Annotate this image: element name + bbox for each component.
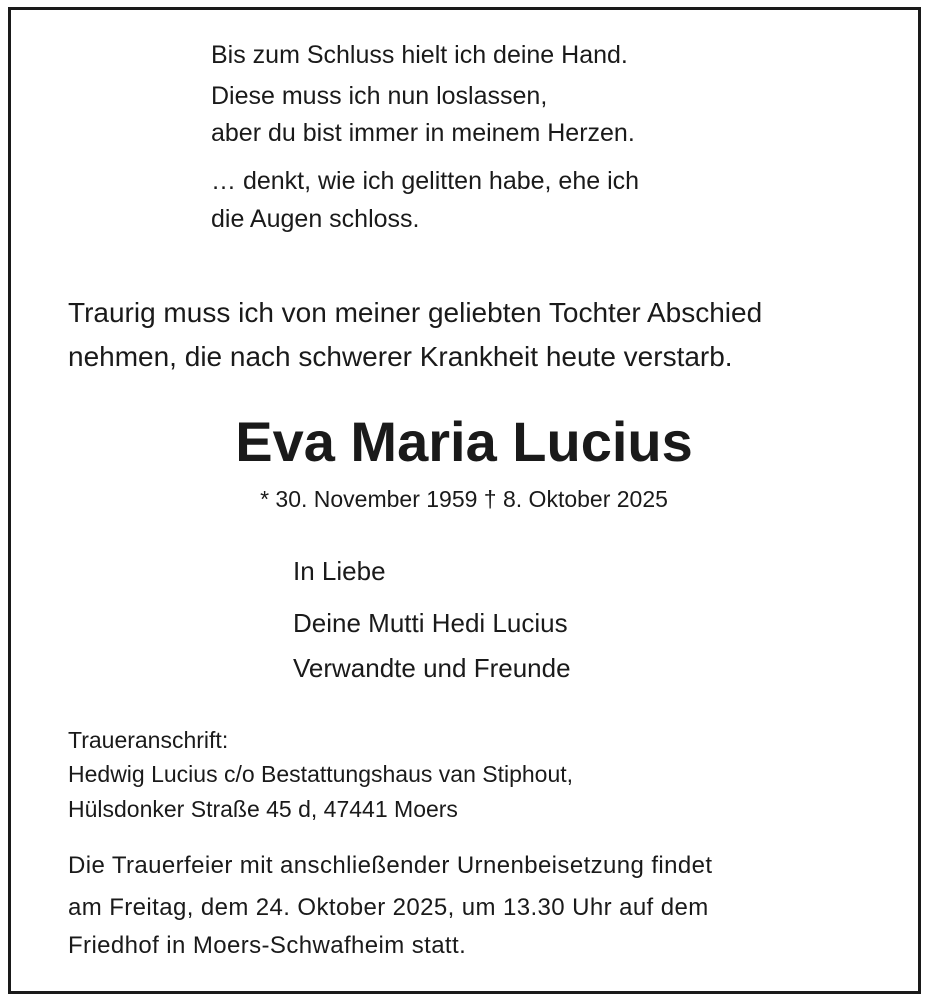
poem-line-3: aber du bist immer in meinem Herzen. [211, 119, 635, 147]
poem-line-5: die Augen schloss. [211, 205, 420, 233]
address-line-2: Hülsdonker Straße 45 d, 47441 Moers [68, 796, 458, 822]
intro-line-1: Traurig muss ich von meiner geliebten Tochter Abschied [68, 297, 763, 328]
ceremony-line-1: Die Trauerfeier mit anschließender Urnenbeisetzung findet [68, 852, 713, 879]
address-label: Traueranschrift: [68, 727, 229, 753]
ceremony-line-2: am Freitag, dem 24. Oktober 2025, um 13.30 Uhr auf dem [68, 894, 709, 921]
ceremony-line-3: Friedhof in Moers-Schwafheim statt. [68, 932, 467, 959]
address-line-1: Hedwig Lucius c/o Bestattungshaus van Stiphout, [68, 761, 574, 787]
life-dates: * 30. November 1959 † 8. Oktober 2025 [260, 486, 668, 512]
mourner-2: Verwandte und Freunde [293, 653, 571, 683]
deceased-name: Eva Maria Lucius [235, 410, 693, 473]
intro-line-2: nehmen, die nach schwerer Krankheit heute verstarb. [68, 341, 733, 372]
poem-line-4: … denkt, wie ich gelitten habe, ehe ich [211, 167, 640, 195]
signature-greeting: In Liebe [293, 556, 386, 586]
mourner-1: Deine Mutti Hedi Lucius [293, 608, 568, 638]
poem-line-2: Diese muss ich nun loslassen, [211, 82, 548, 110]
poem-line-1: Bis zum Schluss hielt ich deine Hand. [211, 41, 628, 69]
